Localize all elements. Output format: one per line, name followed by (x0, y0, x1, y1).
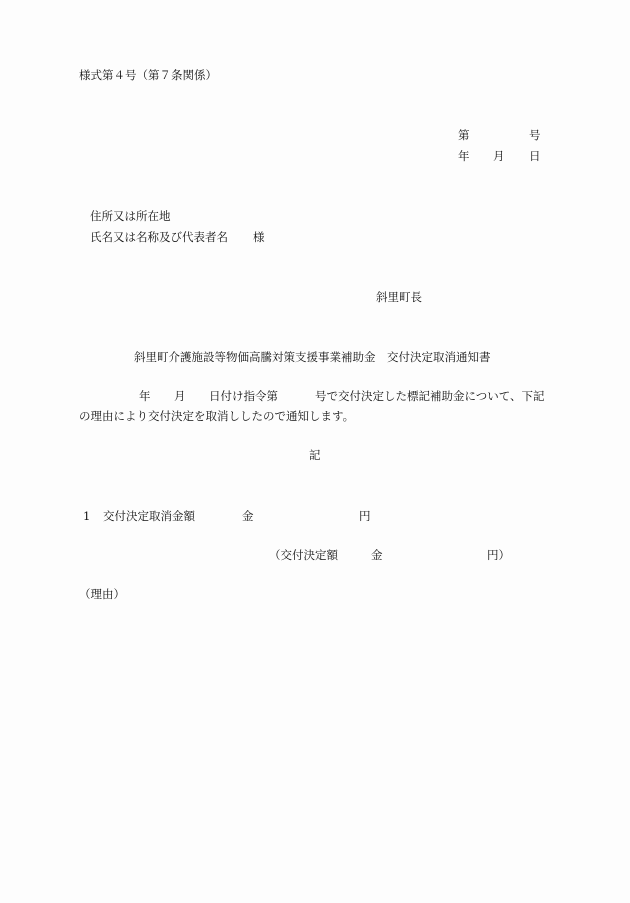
recipient-address-label: 住所又は所在地 (90, 209, 171, 223)
recipient-name-label: 氏名又は名称及び代表者名 (90, 230, 228, 244)
item1-label: 交付決定取消金額 (103, 509, 195, 523)
date-year: 年 (458, 149, 470, 163)
sender-name: 斜里町長 (376, 290, 422, 304)
doc-number-prefix: 第 (458, 128, 470, 142)
form-label: 様式第４号（第７条関係） (79, 68, 217, 82)
doc-number-suffix: 号 (529, 128, 541, 142)
reason-label: （理由） (79, 587, 125, 601)
item1-sub-kin: 金 (371, 548, 383, 562)
recipient-honorific: 様 (253, 230, 265, 244)
document-title: 斜里町介護施設等物価高騰対策支援事業補助金 交付決定取消通知書 (134, 350, 491, 364)
body-year: 年 (139, 389, 151, 403)
item1-number: 1 (83, 509, 91, 523)
body-month: 月 (174, 389, 186, 403)
item1-kin: 金 (242, 509, 254, 523)
item1-yen: 円 (359, 509, 371, 523)
item1-sub-close: 円） (487, 548, 510, 562)
date-day: 日 (529, 149, 541, 163)
ki-heading: 記 (309, 448, 321, 462)
body-text-line1: 号で交付決定した標記補助金について、下記 (315, 389, 545, 403)
body-text-line2: の理由により交付決定を取消ししたので通知します。 (79, 409, 355, 423)
date-month: 月 (493, 149, 505, 163)
item1-sub-open: （交付決定額 (269, 548, 338, 562)
body-reference: 日付け指令第 (209, 389, 278, 403)
